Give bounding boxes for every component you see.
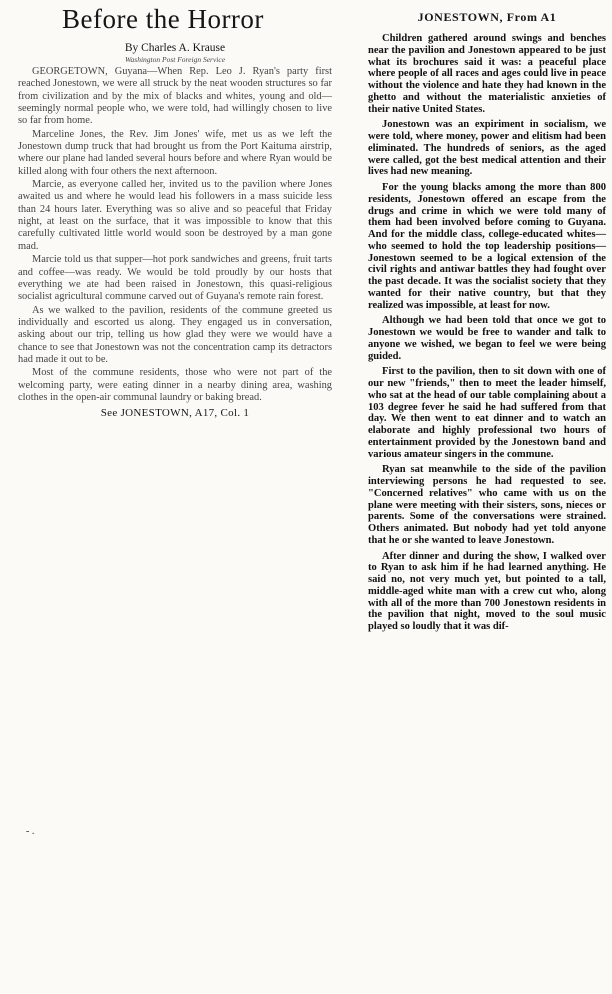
right-paragraph-7: After dinner and during the show, I walked over to Ryan to ask him if he had learned anything. He said no, not very much yet, but pointed to a tall, middle-aged white man with a crew cut who, along with all of the more than 700 Jonestown residents in the pavilion that night, moved to the soul music played so loudly that it was dif- [368,550,606,632]
headline: Before the Horror [62,4,264,34]
left-paragraph-1: GEORGETOWN, Guyana—When Rep. Leo J. Ryan's party first reached Jonestown, we were all struck by the neat wooden structures so far from civilization and by the mix of blacks and whites, young and old—seemingly normal people who, we were told, had willingly chosen to live so far from home. [18,66,332,127]
jump-line: See JONESTOWN, A17, Col. 1 [100,407,250,420]
left-paragraph-2: Marceline Jones, the Rev. Jim Jones' wife, met us as we left the Jonestown dump truck that had brought us from the Port Kaituma airstrip, where our plane had landed several hours before and where Ryan would be killed along with four others the next afternoon. [18,128,332,177]
jump-head: JONESTOWN, From A1 [417,10,557,24]
right-paragraph-1: Children gathered around swings and benches near the pavilion and Jonestown appeared to be just what its brochures said it was: a peaceful place where people of all races and ages could live in peace without the violence and hate they had known in the ghetto and without the materialistic anxieties of their native United States. [368,33,606,115]
right-paragraph-6: Ryan sat meanwhile to the side of the pavilion interviewing persons he had requested to see. "Concerned relatives" who came with us on the plane were meeting with their sisters, sons, nieces or parents. Some of the conversations were strained. Others animated. But nobody had yet told anyone that he or she wanted to leave Jonestown. [368,464,606,546]
right-paragraph-2: Jonestown was an expiriment in socialism, we were told, where money, power and elitism had been eliminated. The hundreds of seniors, as the aged were called, got the best medical attention and their lives had new meaning. [368,119,606,178]
right-column [368,0,606,633]
right-paragraph-5: First to the pavilion, then to sit down with one of our new "friends," then to meet the leader himself, who sat at the head of our table complaining about a 103 degree fever he said he had suffered from that day. We then went to eat dinner and to watch an elaborate and highly professional two hours of entertainment provided by the Jonestown band and various amateur singers in the commune. [368,366,606,460]
byline-affiliation: Washington Post Foreign Service [124,55,226,64]
right-paragraph-3: For the young blacks among the more than 800 residents, Jonestown offered an escape from the drugs and crime in which we were told many of them had been involved before coming to Guyana. And for the middle class, college-educated whites—who seemed to hold the top leadership positions—Jonestown seemed to be a logical extension of the civil rights and antiwar battles they had fought over the past decade. It was the socialist society that they wanted for their native country, but that they realized was impossible, at least for now. [368,182,606,311]
byline: By Charles A. Krause [124,42,226,54]
margin-mark: - . [26,826,35,837]
left-paragraph-5: As we walked to the pavilion, residents of the commune greeted us individually and escorted us along. They engaged us in conversation, asking about our trip, telling us how glad they were we would have a chance to see that Jonestown was not the concentration camp its detractors had made it out to be. [18,304,332,365]
left-paragraph-6: Most of the commune residents, those who were not part of the welcoming party, were eating dinner in a nearby dining area, washing clothes in the open-air communal laundry or baking bread. [18,367,332,403]
left-paragraph-3: Marcie, as everyone called her, invited us to the pavilion where Jones awaited us and where he would lead his followers in a mass suicide less than 24 hours later. Everything was so alive and so peaceful that Friday night, at least on the surface, that it was impossible to know that this carefully cultivated little world would soon be destroyed by a man gone mad. [18,179,332,252]
left-column [18,0,332,419]
right-paragraph-4: Although we had been told that once we got to Jonestown we would be free to wander and talk to anyone we wished, we began to feel we were being guided. [368,315,606,362]
left-paragraph-4: Marcie told us that supper—hot pork sandwiches and greens, fruit tarts and coffee—was ready. We would be told proudly by our hosts that everything we ate had been raised in Jonestown, this quasi-religious socialist agricultural commune carved out of Guyana's remote rain forest. [18,254,332,303]
